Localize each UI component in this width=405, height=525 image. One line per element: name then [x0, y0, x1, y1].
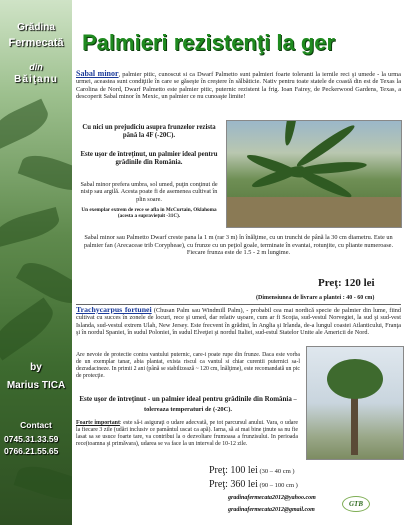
sabal-soil-paragraph: Sabal minor prefera umbra, sol umed, puţin conţinut de nisip sau argilă. Acesta poate fi de asemenea cultivat în plin soare.	[80, 181, 218, 203]
sidebar-contact-label: Contact	[20, 420, 52, 430]
sabal-description-paragraph: Sabal minor sau Palmetto Dwarf creste pana la 1 m (rar 3 m) în înălţime, cu un trunchi de până la 30 cm diametru. Este un palmier fan (Arecaceae trib Corypheae), cu frunze cu un peţiol goale, terminate în evantai, rotunjite, cu pliante numeroase. Fiecare frunza este de 1.5 - 2 m lungime.	[83, 234, 394, 257]
email-gmail-link[interactable]: gradinafermecata2012@gmail.com	[228, 507, 315, 513]
trachycarpus-wind-paragraph: Are nevoie de protectie contra vantului puternic, care-i poate rupe din frunze. Daca este vorba de un exemplar tanar, abia plantat, exista riscul ca vantul si chiar curentii puternici sa-l dezradacineze. In primii 2 ani (până se stabilizează ~ 120 cm, înălţime), este recomandată un pic de protecţie.	[76, 352, 300, 379]
sabal-intro-paragraph	[76, 70, 401, 101]
sidebar-title-line3: din	[29, 62, 43, 72]
leaf-decoration	[0, 99, 53, 150]
sidebar-by: by	[30, 362, 42, 373]
trachycarpus-watering-paragraph	[76, 420, 298, 448]
sabal-intro-text: , palmier pitic, cunoscut si ca Dwarf Palmetto sunt palmieri foarte toleranti la iernile reci şi umede - la urma urmei, aceastea sunt condiţiile în care se găseşte în creştere în sălbăticie. Nativ pentru toate statele de coastă din est de Texas la Carolina de Nord, Dwarf Palmetto este palmier pitic, puternic rezistent la frig. Ioan Fairey, de Peckerwood Gardens, Texas, a descoperit Sabal minor în Mexic, un palmier ce nu cunoaşte limite!	[76, 71, 401, 101]
sabal-record-note: Un exemplar extrem de rece se afla in McCurtain, Oklahoma (acesta a supravieţuit -31C).	[81, 207, 217, 220]
trachycarpus-name: Trachycarpus fortunei	[76, 305, 152, 314]
email-yahoo-link[interactable]: gradinafermecata2012@yahoo.com	[228, 495, 316, 501]
trachycarpus-easy-care-text: Este uşor de întreţinut - un palmier ideal pentru grădinile din România	[79, 395, 292, 403]
watering-text: : este să-i asiguraţi o udare adecvată, pe tot parcursul anului. Vara, o udare la fiecare 3 zile (udări inclusiv ce pamântul uscat ca apă). Iarna, să ai mai bine ţinute sa nu fie lasat sa se usuce foarte tare, va contribui la o dezvoltare frumoasa a frunzisului. In perioada rece(toamna şi primăvara), udarea se va face la un interval de 10-12 zile.	[76, 420, 298, 448]
sabal-frost-note: Cu nici un prejudiciu asupra frunzelor rezista până la 4F (-20C).	[82, 124, 216, 139]
trachycarpus-price-small	[209, 465, 295, 476]
trachycarpus-intro-paragraph	[76, 306, 401, 337]
leaf-decoration	[0, 207, 62, 247]
trachycarpus-temp-tolerance: – tolereaza temperaturi de (-20C).	[144, 396, 297, 413]
leaf-decoration	[18, 149, 72, 197]
palm-frond	[283, 120, 301, 146]
trachycarpus-price-large	[209, 479, 298, 490]
sidebar-banner	[0, 0, 72, 525]
price-large-value: Preţ: 360 lei	[209, 479, 258, 490]
trachycarpus-photo	[306, 346, 404, 460]
sabal-price: Preţ: 120 lei	[318, 277, 375, 289]
price-small-value: Preţ: 100 lei	[209, 465, 258, 476]
watering-important-label: Foarte important	[76, 420, 120, 426]
leaf-decoration	[14, 460, 72, 506]
price-small-size: (30 – 40 cm )	[257, 468, 295, 475]
sidebar-phone-1[interactable]: 0745.31.33.59	[4, 434, 59, 444]
sidebar-title-line1: Grădina	[17, 22, 55, 33]
sidebar-title-line2: Fermecată	[8, 37, 64, 49]
price-large-size: (90 – 100 cm )	[257, 482, 298, 489]
sabal-minor-photo	[226, 120, 402, 228]
sidebar-phone-2[interactable]: 0766.21.55.65	[4, 446, 59, 456]
palm-crown	[327, 359, 383, 399]
trachycarpus-intro-text: (Chusan Palm sau Windmill Palm), - probabil cea mai nordică specie de palmier din lume, fiind cultivat cu succes în zonele de locuri, rece şi umed, dar relativ uşoare, cum ar fi Scoţia, sud-vestul Norvegiei, la sud şi sud-vest Islanda, sud-vestul extrem Ulah, New Jersey. Este frecvent în grădini, în Anglia şi Irlanda, de-a lungul coastei Atlanticului, Franţa şi în nordul Spaniei, în sudul Poloniei, în sudul Elveţiei şi nordul Italiei, sud-estul Statelor Unite ale Americii de Nord.	[76, 307, 401, 337]
page-title: Palmieri rezistenţi la ger	[82, 30, 336, 55]
trachycarpus-easy-care	[76, 395, 300, 414]
gtb-logo-stamp: GTB	[342, 496, 370, 512]
sabal-delivery-size: (Dimensiunea de livrare a plantei : 40 - 60 cm)	[256, 295, 375, 301]
sabal-easy-care: Este uşor de întreţinut, un palmier ideal pentru grădinile din România.	[80, 151, 218, 166]
sabal-minor-name: Sabal minor	[76, 69, 119, 78]
sidebar-author: Marius TICA	[6, 380, 66, 391]
leaf-decoration	[0, 297, 60, 360]
photo-ground	[227, 197, 401, 227]
sidebar-title-line4: Băiţanu	[14, 74, 58, 85]
